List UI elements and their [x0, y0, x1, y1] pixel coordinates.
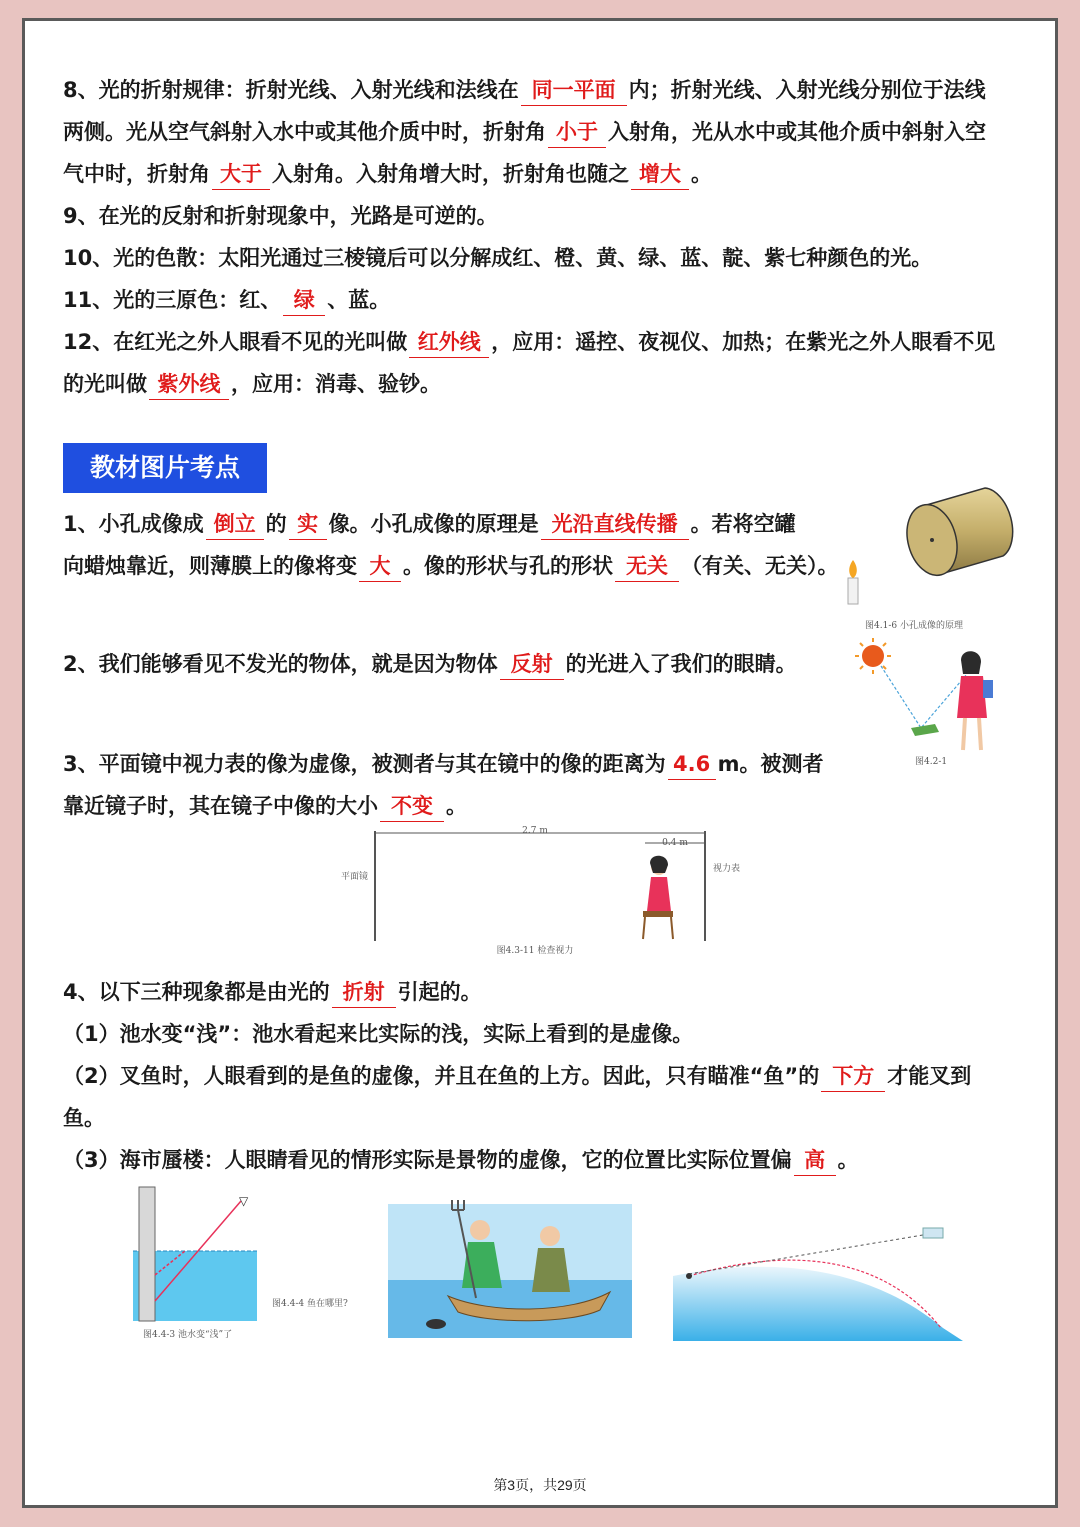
answer-blank: 反射	[500, 649, 564, 680]
pool-shallow-figure	[125, 1183, 275, 1343]
item10: 10、光的色散：太阳光通过三棱镜后可以分解成红、橙、黄、绿、蓝、靛、紫七种颜色的光。	[63, 246, 933, 270]
answer-blank: 紫外线	[149, 369, 229, 400]
item12-line2: 的光叫做 紫外线 ，应用：消毒、验钞。	[63, 363, 441, 405]
figure-caption: 图4.4-4 鱼在哪里?	[272, 1299, 348, 1309]
answer-blank: 下方	[821, 1061, 885, 1092]
answer-blank: 绿	[283, 285, 325, 316]
distance-label-2-7m: 2.7 m	[522, 826, 548, 836]
mirage-figure	[673, 1216, 963, 1341]
answer-blank: 光沿直线传播	[541, 509, 689, 540]
answer-blank: 大于	[212, 159, 270, 190]
p1-line1: 1、小孔成像成 倒立 的 实 像。小孔成像的原理是 光沿直线传播 。若将空罐	[63, 503, 796, 545]
p4-sub1: （1）池水变“浅”：池水看起来比实际的浅，实际上看到的是虚像。	[63, 1022, 694, 1046]
p4-sub2: （2）叉鱼时，人眼看到的是鱼的虚像，并且在鱼的上方。因此，只有瞄准“鱼”的 下方 才能叉到	[63, 1055, 971, 1097]
item8-line2: 两侧。光从空气斜射入水中或其他介质中时，折射角 小于 入射角，光从水中或其他介质中斜射入空	[63, 111, 986, 153]
answer-blank: 折射	[332, 977, 396, 1008]
reflection-figure	[845, 636, 1015, 771]
figure-caption: 图4.3-11 检查视力	[496, 946, 574, 956]
svg-text:▽: ▽	[239, 1194, 249, 1208]
item12-line1: 12、在红光之外人眼看不见的光叫做 红外线 ，应用：遥控、夜视仪、加热；在紫光之外人眼看不见	[63, 321, 995, 363]
answer-blank: 小于	[548, 117, 606, 148]
p2-line: 2、我们能够看见不发光的物体，就是因为物体 反射 的光进入了我们的眼睛。	[63, 643, 797, 685]
answer-blank: 实	[289, 509, 327, 540]
figure-caption: 图4.2-1	[915, 757, 948, 767]
answer-blank: 红外线	[409, 327, 489, 358]
eye-test-figure	[325, 821, 745, 961]
answer-blank: 不变	[380, 791, 444, 822]
section-title: 教材图片考点	[63, 443, 267, 493]
answer-blank: 高	[794, 1145, 836, 1176]
figure-caption: 图4.4-3 池水变“浅”了	[143, 1330, 233, 1340]
p3-line1: 3、平面镜中视力表的像为虚像，被测者与其在镜中的像的距离为 4.6 m。被测者	[63, 743, 824, 785]
p4-line1: 4、以下三种现象都是由光的 折射 引起的。	[63, 971, 482, 1013]
figure-caption: 图4.1-6 小孔成像的原理	[865, 621, 963, 631]
answer-blank: 倒立	[206, 509, 264, 540]
answer-blank: 大	[359, 551, 401, 582]
answer-blank: 同一平面	[521, 75, 627, 106]
pinhole-camera-figure	[835, 476, 1035, 636]
distance-label-0-4m: 0.4 m	[662, 838, 688, 848]
chart-label: 视力表	[713, 864, 741, 874]
mirror-label: 平面镜	[341, 872, 369, 882]
p4-sub2-cont: 鱼。	[63, 1106, 105, 1130]
item8-line3: 气中时，折射角 大于 入射角。入射角增大时，折射角也随之 增大 。	[63, 153, 712, 195]
answer-blank: 增大	[631, 159, 689, 190]
answer-blank: 4.6	[668, 749, 716, 780]
item9: 9、在光的反射和折射现象中，光路是可逆的。	[63, 204, 498, 228]
p3-line2: 靠近镜子时，其在镜子中像的大小 不变 。	[63, 785, 467, 827]
item8-line1: 8、光的折射规律：折射光线、入射光线和法线在 同一平面 内；折射光线、入射光线分别位于法线	[63, 69, 986, 111]
p1-line2: 向蜡烛靠近，则薄膜上的像将变 大 。像的形状与孔的形状 无关 （有关、无关）。	[63, 545, 839, 587]
item11: 11、光的三原色：红、 绿 、蓝。	[63, 279, 390, 321]
page	[22, 18, 1058, 1508]
fishing-figure	[270, 1196, 640, 1341]
answer-blank: 无关	[615, 551, 679, 582]
page-footer: 第3页，共29页	[493, 1477, 587, 1493]
p4-sub3: （3）海市蜃楼：人眼睛看见的情形实际是景物的虚像，它的位置比实际位置偏 高 。	[63, 1139, 859, 1181]
